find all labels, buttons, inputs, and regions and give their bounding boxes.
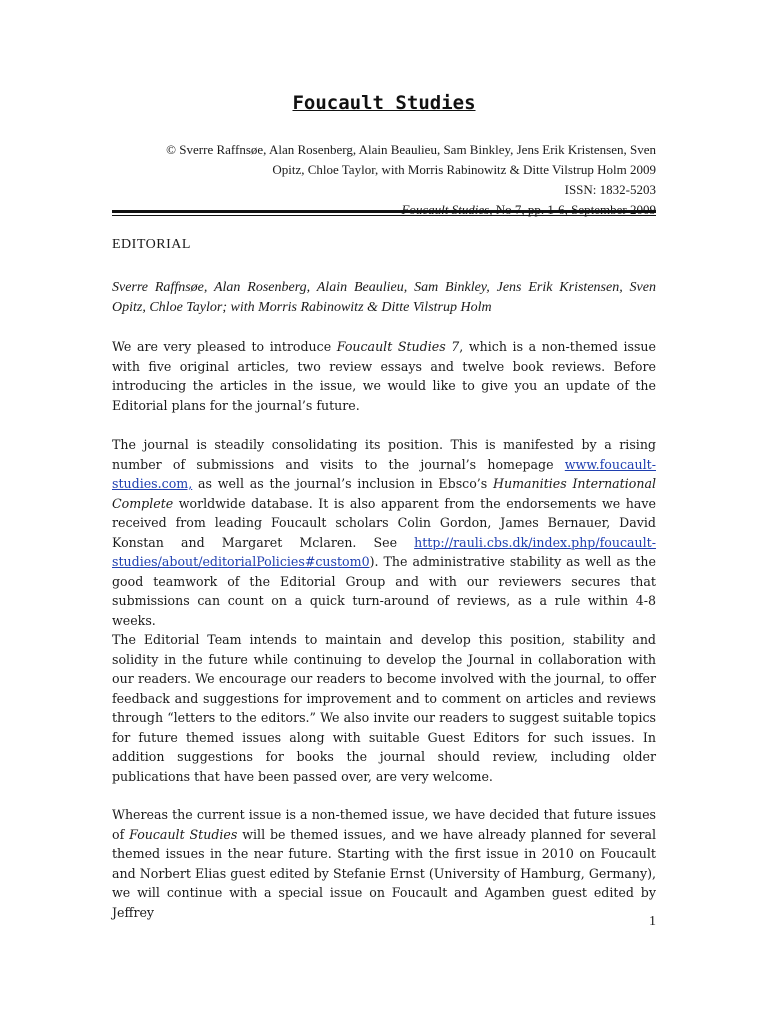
header-meta xyxy=(112,140,656,220)
paragraph-4 xyxy=(112,805,656,922)
authors-line: Sverre Raffnsøe, Alan Rosenberg, Alain Beaulieu, Sam Binkley, Jens Erik Kristensen, Sven Opitz, Chloe Taylor; with Morris Rabinowitz & Ditte Vilstrup Holm xyxy=(112,280,656,315)
editorial-policies-link[interactable]: http://rauli.cbs.dk/index.php/foucault-studies/about/editorialPolicies#custom0 xyxy=(112,534,656,569)
copyright-line-1: © Sverre Raffnsøe, Alan Rosenberg, Alain Beaulieu, Sam Binkley, Jens Erik Kristensen, Sven xyxy=(166,142,656,157)
page-number: 1 xyxy=(649,914,656,929)
p1-text-a: We are very pleased to introduce xyxy=(112,339,337,354)
p2-text-b: as well as the journal’s inclusion in Ebsco’s xyxy=(192,476,494,491)
p4-emphasis: Foucault Studies xyxy=(129,826,238,842)
section-label: EDITORIAL xyxy=(112,237,191,252)
homepage-link[interactable]: www.foucault-studies.com, xyxy=(112,456,656,491)
paragraph-2 xyxy=(112,435,656,630)
paragraph-3: The Editorial Team intends to maintain and develop this position, stability and solidity in the future while continuing to develop the Journal in collaboration with our readers. We encourage our readers to become involved with the journal, to offer feedback and suggestions for improvement and to comment on articles and reviews through “letters to the editors.” We also invite our readers to suggest suitable topics for future themed issues along with suitable Guest Editors for such issues. In addition suggestions for books the journal should review, including older publications that have been passed over, are very welcome. xyxy=(112,632,656,784)
p1-text-b: , which is a non-themed issue with five original articles, two review essays and twelve book reviews. Before introducing the articles in the issue, we would like to give you an update of the Editorial plans for the journal’s future. xyxy=(112,339,656,413)
issn-line: ISSN: 1832-5203 xyxy=(564,182,656,197)
header-rule-thin xyxy=(112,215,656,216)
p2-emphasis: Humanities International Complete xyxy=(112,476,657,511)
p4-text-b: will be themed issues, and we have already planned for several themed issues in the near future. Starting with the first issue in 2010 on Foucault and Norbert Elias guest edited by Stefanie Ernst (University of Hamburg, Germany), we will continue with a special issue on Foucault and Agamben guest edited by Jeffrey xyxy=(112,826,656,920)
p4-text-a: Whereas the current issue is a non-themed issue, we have decided that future issues of xyxy=(112,807,656,842)
copyright-line-2: Opitz, Chloe Taylor, with Morris Rabinowitz & Ditte Vilstrup Holm 2009 xyxy=(272,162,656,177)
paragraph-1 xyxy=(112,337,656,415)
p2-text-d: ). The administrative stability as well as the good teamwork of the Editorial Group and with our reviewers secures that submissions can count on a quick turn-around of reviews, as a rule within 4-8 weeks. xyxy=(112,554,656,628)
p2-text-c: worldwide database. It is also apparent from the endorsements we have received from leading Foucault scholars Colin Gordon, James Bernauer, David Konstan and Margaret Mclaren. See xyxy=(112,495,656,550)
p2-text-a: The journal is steadily consolidating its position. This is manifested by a rising number of submissions and visits to the journal’s homepage xyxy=(112,437,656,472)
header-rule-thick xyxy=(112,210,656,213)
p1-emphasis: Foucault Studies 7 xyxy=(336,339,460,354)
journal-title: Foucault Studies xyxy=(292,92,476,114)
